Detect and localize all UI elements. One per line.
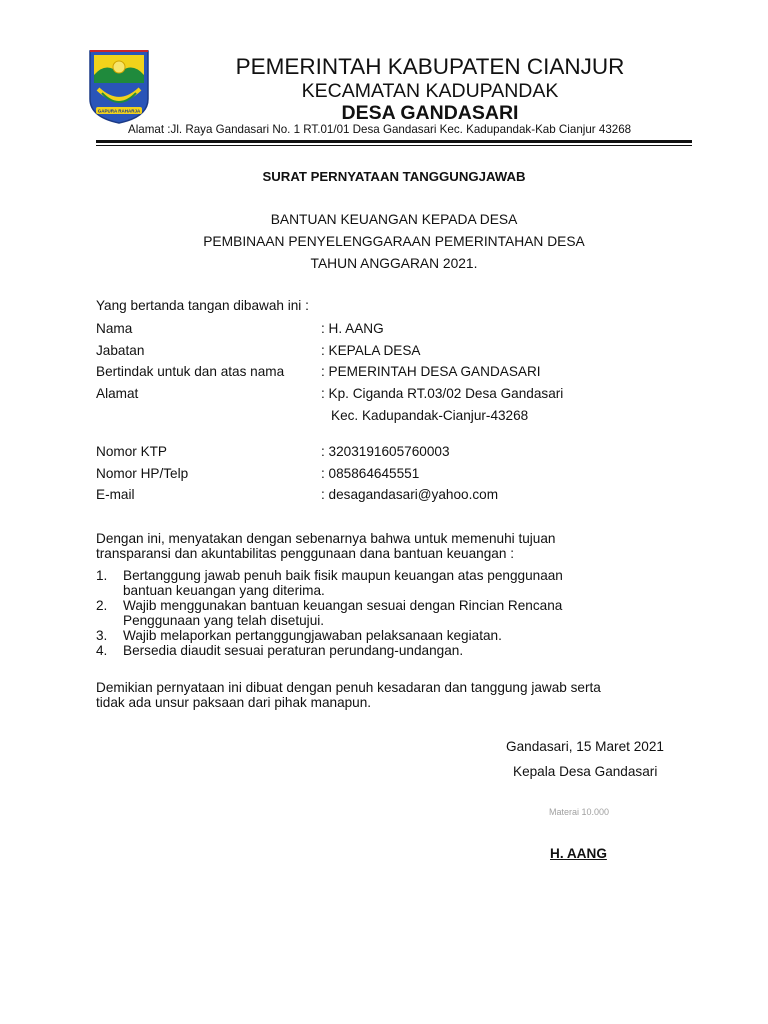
field-label-nama: Nama — [96, 321, 133, 336]
field-label-email: E-mail — [96, 487, 135, 502]
field-value-phone: : 085864645551 — [321, 466, 420, 481]
field-label-bertindak: Bertindak untuk dan atas nama — [96, 364, 285, 379]
statement-line-2: transparansi dan akuntabilitas penggunaan dana bantuan keuangan : — [96, 546, 514, 561]
field-value-bertindak: : PEMERINTAH DESA GANDASARI — [321, 364, 541, 379]
letterhead-address: Alamat :Jl. Raya Gandasari No. 1 RT.01/01 Desa Gandasari Kec. Kadupandak-Kab Cianjur 43268 — [128, 123, 632, 136]
list-item-1-number: 1. — [96, 568, 108, 583]
regency-emblem-logo — [86, 49, 152, 125]
intro-text: Yang bertanda tangan dibawah ini : — [96, 298, 309, 313]
list-item-4-line-1: Bersedia diaudit sesuai peraturan perundang-undangan. — [123, 643, 464, 658]
list-item-1-line-2: bantuan keuangan yang diterima. — [123, 583, 325, 598]
subtitle-line-2: PEMBINAAN PENYELENGGARAAN PEMERINTAHAN DESA — [203, 234, 585, 249]
subtitle-line-3: TAHUN ANGGARAN 2021. — [310, 256, 478, 271]
list-item-1-line-1: Bertanggung jawab penuh baik fisik maupun keuangan atas penggunaan — [123, 568, 563, 583]
field-label-phone: Nomor HP/Telp — [96, 466, 189, 481]
field-value-nama: : H. AANG — [321, 321, 384, 336]
subtitle-line-1: BANTUAN KEUANGAN KEPADA DESA — [270, 212, 518, 227]
list-item-4-number: 4. — [96, 643, 108, 658]
field-value-alamat-line-2: Kec. Kadupandak-Cianjur-43268 — [331, 408, 529, 423]
field-label-alamat: Alamat — [96, 386, 139, 401]
signature-place-date: Gandasari, 15 Maret 2021 — [506, 739, 664, 754]
list-item-2-line-1: Wajib menggunakan bantuan keuangan sesuai dengan Rincian Rencana — [123, 598, 563, 613]
letterhead-regency: PEMERINTAH KABUPATEN CIANJUR — [235, 54, 625, 79]
field-value-alamat: : Kp. Ciganda RT.03/02 Desa Gandasari — [321, 386, 564, 401]
closing-line-1: Demikian pernyataan ini dibuat dengan penuh kesadaran dan tanggung jawab serta — [96, 680, 601, 695]
letterhead-district: KECAMATAN KADUPANDAK — [301, 80, 559, 102]
letterhead-divider-thin — [96, 145, 692, 146]
field-value-ktp: : 3203191605760003 — [321, 444, 450, 459]
logo-motto: GAPURA RAHARJA — [97, 108, 141, 114]
list-item-3-line-1: Wajib melaporkan pertanggungjawaban pelaksanaan kegiatan. — [123, 628, 502, 643]
signatory-name: H. AANG — [550, 846, 607, 861]
materai-stamp-label: Materai 10.000 — [549, 807, 610, 817]
letterhead-village: DESA GANDASARI — [341, 102, 519, 124]
field-label-ktp: Nomor KTP — [96, 444, 168, 459]
list-item-3-number: 3. — [96, 628, 108, 643]
list-item-2-number: 2. — [96, 598, 108, 613]
document-title: SURAT PERNYATAAN TANGGUNGJAWAB — [262, 169, 526, 184]
letterhead-divider-thick — [96, 140, 692, 143]
field-value-email: : desagandasari@yahoo.com — [321, 487, 499, 502]
field-value-jabatan: : KEPALA DESA — [321, 343, 421, 358]
field-label-jabatan: Jabatan — [96, 343, 145, 358]
list-item-2-line-2: Penggunaan yang telah disetujui. — [123, 613, 325, 628]
signature-position: Kepala Desa Gandasari — [513, 764, 658, 779]
statement-line-1: Dengan ini, menyatakan dengan sebenarnya bahwa untuk memenuhi tujuan — [96, 531, 556, 546]
closing-line-2: tidak ada unsur paksaan dari pihak manapun. — [96, 695, 372, 710]
